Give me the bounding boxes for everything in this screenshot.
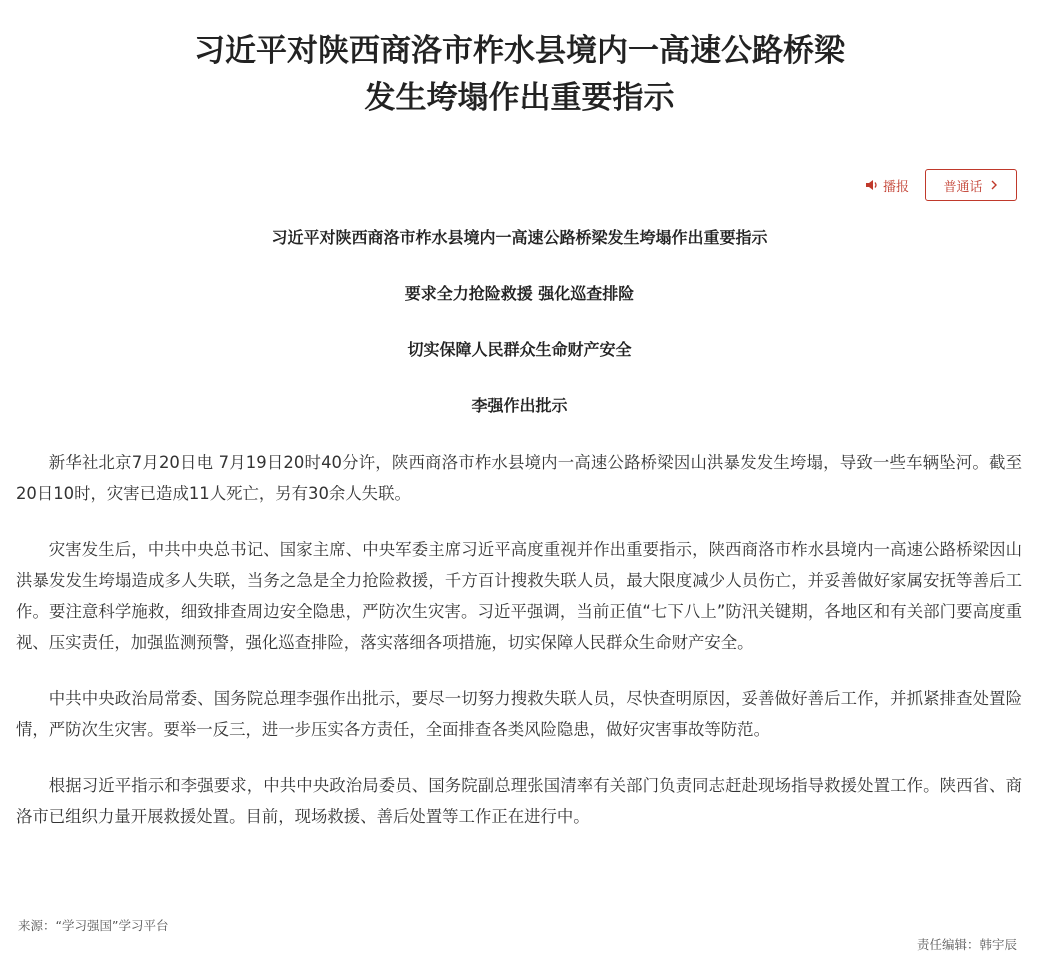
article-source: 来源：“学习强国”学习平台	[18, 918, 169, 933]
body-paragraph: 灾害发生后，中共中央总书记、国家主席、中央军委主席习近平高度重视并作出重要指示，陕西商洛市柞水县境内一高速公路桥梁因山洪暴发发生垮塌造成多人失联，当务之急是全力抢险救援，千方百计搜救失联人员，最大限度减少人员伤亡，并妥善做好家属安抚等善后工作。要注意科学施救，细致排查周边安全隐患，严防次生灾害。习近平强调，当前正值“七下八上”防汛关键期，各地区和有关部门要高度重视、压实责任，加强监测预警，强化巡查排险，落实落细各项措施，切实保障人民群众生命财产安全。	[16, 540, 1022, 652]
broadcast-label: 播报	[882, 179, 909, 195]
audio-toolbar	[865, 169, 1017, 201]
responsible-editor: 责任编辑：韩宇辰	[916, 937, 1017, 952]
article-title	[0, 28, 1039, 122]
body-paragraph: 中共中央政治局常委、国务院总理李强作出批示，要尽一切努力搜救失联人员，尽快查明原因，妥善做好善后工作，并抓紧排查处置险情，严防次生灾害。要举一反三，进一步压实各方责任，全面排查各类风险隐患，做好灾害事故等防范。	[16, 689, 1022, 739]
article-subheads	[0, 224, 1039, 448]
dialect-select-button[interactable]	[925, 169, 1017, 201]
subhead-rescue: 要求全力抢险救援 强化巡查排险	[404, 284, 635, 303]
article-title-line-2: 发生垮塌作出重要指示	[364, 80, 675, 116]
body-paragraph: 根据习近平指示和李强要求，中共中央政治局委员、国务院副总理张国清率有关部门负责同志赶赴现场指导救援处置工作。陕西省、商洛市已组织力量开展救援处置。目前，现场救援、善后处置等工作正在进行中。	[16, 776, 1022, 826]
article-body	[16, 447, 1022, 857]
chevron-right-icon	[989, 179, 999, 191]
subhead-instruction: 李强作出批示	[471, 396, 568, 415]
speaker-icon	[865, 178, 879, 192]
subhead-safety: 切实保障人民群众生命财产安全	[407, 340, 632, 359]
dialect-label: 普通话	[943, 179, 983, 195]
broadcast-button[interactable]	[865, 176, 909, 195]
subhead-main: 习近平对陕西商洛市柞水县境内一高速公路桥梁发生垮塌作出重要指示	[271, 228, 768, 247]
article-title-line-1: 习近平对陕西商洛市柞水县境内一高速公路桥梁	[194, 33, 845, 69]
body-paragraph: 新华社北京7月20日电 7月19日20时40分许，陕西商洛市柞水县境内一高速公路桥梁因山洪暴发发生垮塌，导致一些车辆坠河。截至20日10时，灾害已造成11人死亡，另有30余人失联。	[16, 453, 1022, 503]
